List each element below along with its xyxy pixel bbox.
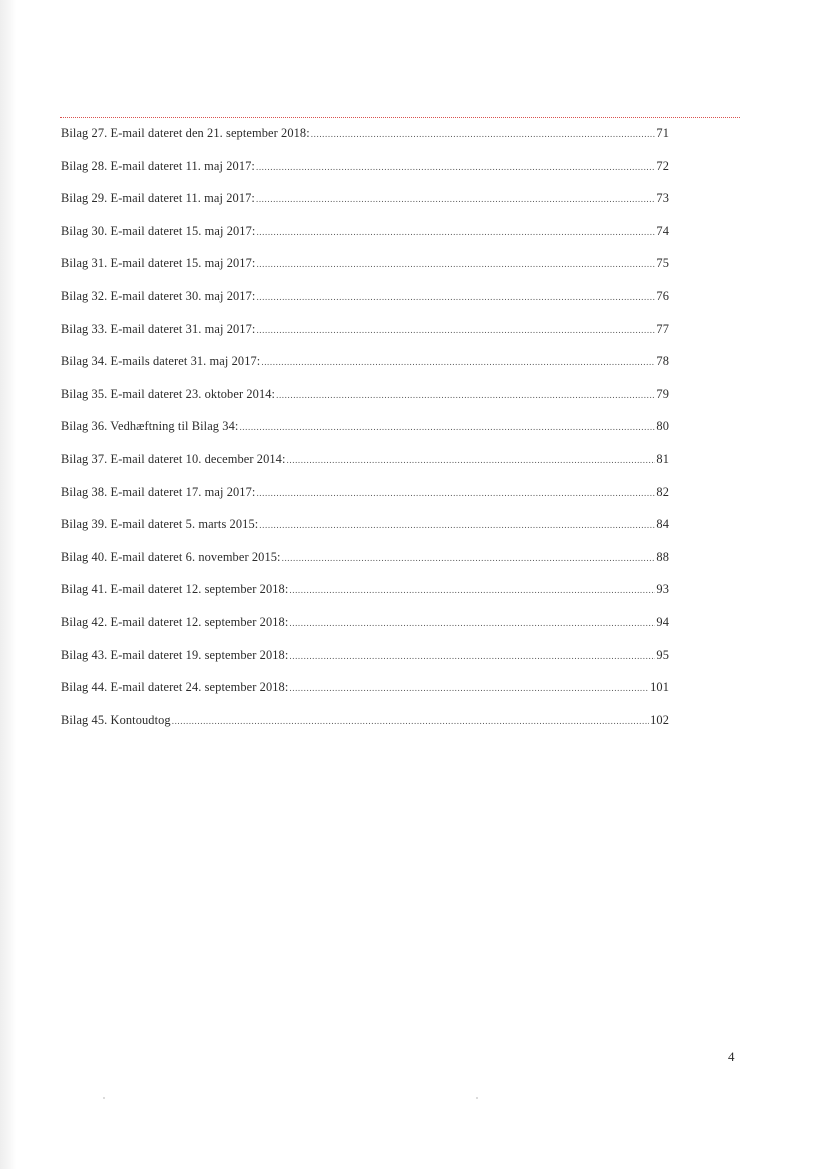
toc-leader-dots — [256, 159, 655, 174]
toc-entry-page: 94 — [656, 614, 669, 629]
toc-leader-dots — [287, 452, 656, 467]
toc-entry[interactable] — [61, 289, 669, 322]
toc-entry[interactable] — [61, 615, 669, 648]
toc-entry[interactable] — [61, 191, 669, 224]
toc-entry-page: 73 — [656, 191, 669, 206]
toc-entry[interactable] — [61, 648, 669, 681]
toc-entry[interactable] — [61, 713, 669, 746]
toc-entry-page: 79 — [656, 386, 669, 401]
toc-entry[interactable] — [61, 485, 669, 518]
toc-entry-label: Bilag 29. E-mail dateret 11. maj 2017: — [61, 191, 255, 206]
toc-entry-label: Bilag 35. E-mail dateret 23. oktober 2014: — [61, 386, 276, 401]
scan-speck — [103, 1097, 105, 1099]
toc-entry-label: Bilag 45. Kontoudtog — [61, 712, 171, 727]
toc-leader-dots — [289, 615, 655, 630]
toc-leader-dots — [256, 485, 655, 500]
toc-entry-label: Bilag 27. E-mail dateret den 21. september 2018: — [61, 126, 310, 140]
toc-entry-label: Bilag 36. Vedhæftning til Bilag 34: — [61, 419, 239, 434]
page-number: 4 — [728, 1049, 735, 1064]
header-dotted-rule — [60, 117, 740, 118]
toc-leader-dots — [256, 191, 655, 206]
toc-leader-dots — [282, 550, 656, 565]
toc-entry-label: Bilag 39. E-mail dateret 5. marts 2015: — [61, 517, 259, 532]
toc-leader-dots — [239, 419, 655, 434]
toc-entry-page: 74 — [656, 223, 669, 238]
toc-entry-label: Bilag 43. E-mail dateret 19. september 2018: — [61, 647, 289, 662]
toc-entry-page: 102 — [650, 712, 669, 727]
toc-leader-dots — [311, 126, 656, 141]
toc-entry[interactable] — [61, 582, 669, 615]
toc-entry-label: Bilag 32. E-mail dateret 30. maj 2017: — [61, 288, 256, 303]
toc-entry[interactable] — [61, 126, 669, 159]
scan-edge-shadow — [0, 0, 16, 1169]
toc-entry-page: 88 — [656, 549, 669, 564]
toc-leader-dots — [276, 387, 655, 402]
toc-entry[interactable] — [61, 354, 669, 387]
toc-entry[interactable] — [61, 224, 669, 257]
toc-entry-label: Bilag 38. E-mail dateret 17. maj 2017: — [61, 484, 256, 499]
toc-entry-page: 76 — [656, 288, 669, 303]
toc-entry-page: 77 — [656, 321, 669, 336]
toc-leader-dots — [261, 354, 655, 369]
toc-entry-page: 78 — [656, 354, 669, 369]
toc-entry[interactable] — [61, 517, 669, 550]
toc-entry-label: Bilag 40. E-mail dateret 6. november 2015: — [61, 549, 281, 564]
toc-entry-label: Bilag 37. E-mail dateret 10. december 2014: — [61, 451, 286, 466]
toc-entry-label: Bilag 30. E-mail dateret 15. maj 2017: — [61, 223, 256, 238]
toc-entry[interactable] — [61, 322, 669, 355]
toc-entry-page: 82 — [656, 484, 669, 499]
toc-leader-dots — [256, 256, 655, 271]
toc-leader-dots — [256, 322, 655, 337]
toc-entry-page: 84 — [656, 517, 669, 532]
toc-entry-page: 93 — [656, 582, 669, 597]
toc-entry[interactable] — [61, 452, 669, 485]
toc-entry[interactable] — [61, 419, 669, 452]
toc-leader-dots — [289, 680, 649, 695]
toc-entry-page: 81 — [656, 451, 669, 466]
toc-entry-page: 95 — [656, 647, 669, 662]
toc-entry-label: Bilag 42. E-mail dateret 12. september 2018: — [61, 614, 289, 629]
toc-entry-page: 71 — [656, 126, 669, 140]
toc-leader-dots — [289, 582, 655, 597]
toc-leader-dots — [256, 289, 655, 304]
toc-leader-dots — [259, 517, 655, 532]
toc-entry-label: Bilag 28. E-mail dateret 11. maj 2017: — [61, 158, 255, 173]
toc-entry-label: Bilag 41. E-mail dateret 12. september 2018: — [61, 582, 289, 597]
toc-leader-dots — [256, 224, 655, 239]
toc-entry-label: Bilag 33. E-mail dateret 31. maj 2017: — [61, 321, 256, 336]
toc-entry-page: 72 — [656, 158, 669, 173]
toc-entry[interactable] — [61, 256, 669, 289]
toc-entry[interactable] — [61, 159, 669, 192]
scan-speck — [476, 1097, 478, 1099]
toc-entry-page: 80 — [656, 419, 669, 434]
toc-entry-page: 75 — [656, 256, 669, 271]
toc-entry[interactable] — [61, 550, 669, 583]
toc-entry-label: Bilag 31. E-mail dateret 15. maj 2017: — [61, 256, 256, 271]
table-of-contents — [61, 126, 669, 745]
toc-entry-page: 101 — [650, 680, 669, 695]
toc-entry-label: Bilag 34. E-mails dateret 31. maj 2017: — [61, 354, 261, 369]
toc-entry-label: Bilag 44. E-mail dateret 24. september 2018: — [61, 680, 289, 695]
toc-entry[interactable] — [61, 387, 669, 420]
toc-leader-dots — [172, 713, 649, 728]
toc-entry[interactable] — [61, 680, 669, 713]
toc-leader-dots — [289, 648, 655, 663]
